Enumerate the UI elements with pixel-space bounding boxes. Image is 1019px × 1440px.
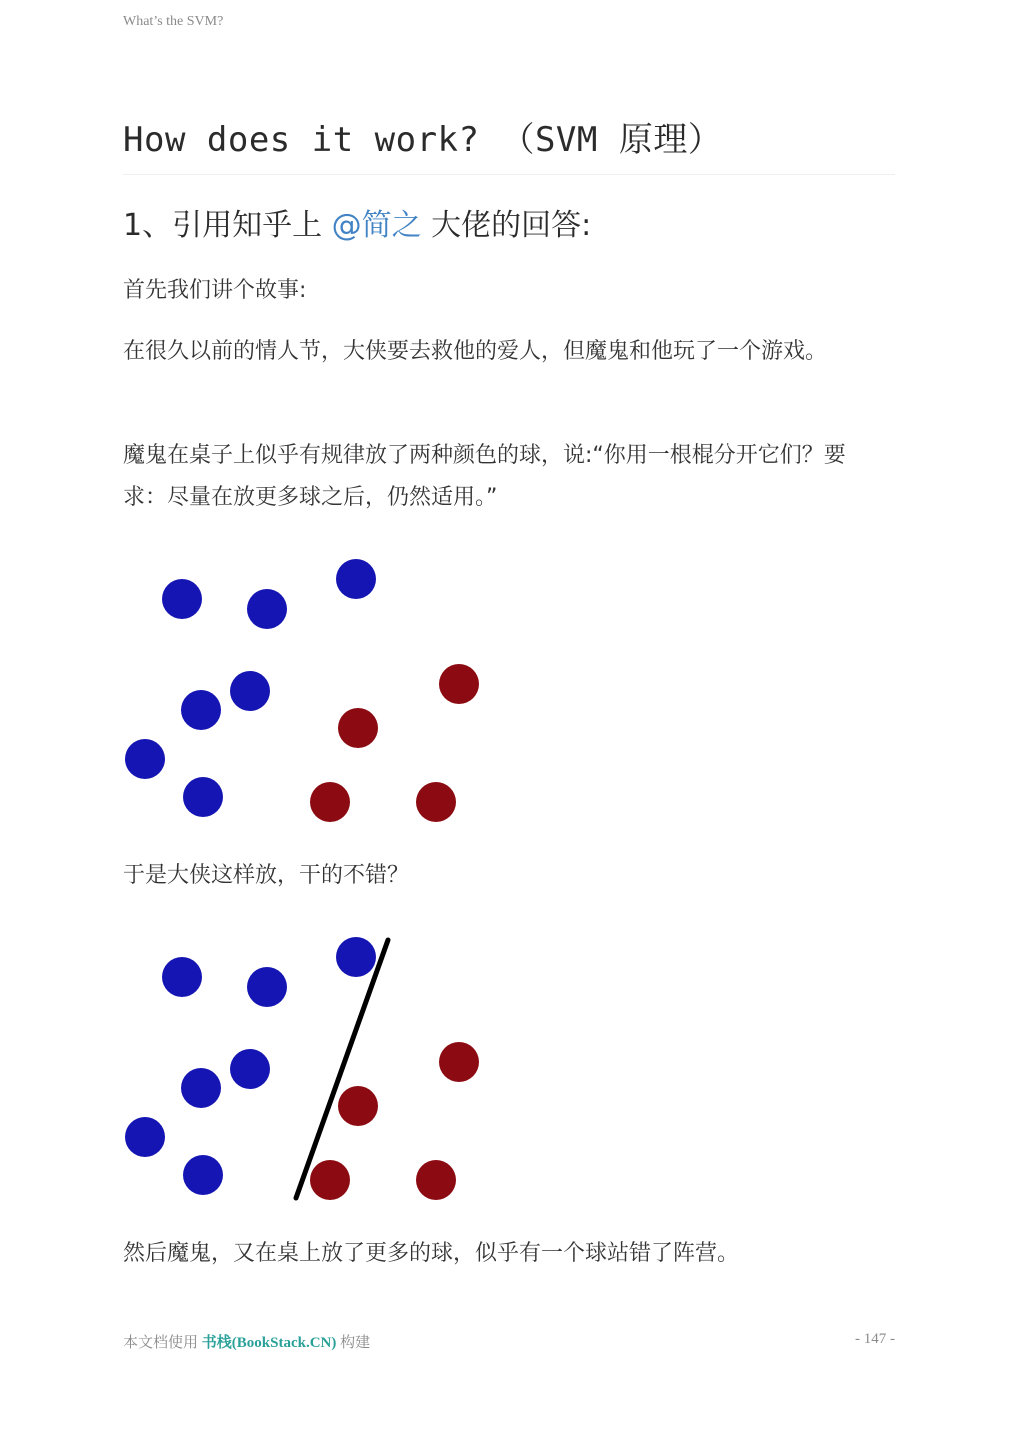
red-ball [310, 1160, 350, 1200]
blue-ball [181, 1068, 221, 1108]
red-balls [310, 1042, 479, 1200]
red-ball [416, 782, 456, 822]
blue-ball [247, 967, 287, 1007]
footer-credit-suffix: 构建 [336, 1335, 371, 1351]
blue-ball [230, 671, 270, 711]
balls-figure-2 [120, 930, 500, 1210]
blue-ball [230, 1049, 270, 1089]
paragraph-challenge: 魔鬼在桌子上似乎有规律放了两种颜色的球，说:“你用一根棍分开它们？要求：尽量在放更多球之后，仍然适用。” [123, 443, 846, 510]
red-ball [310, 782, 350, 822]
section-heading-suffix: 大佬的回答: [421, 208, 592, 243]
blue-ball [125, 1117, 165, 1157]
bookstack-link[interactable]: 书栈(BookStack.CN) [201, 1335, 337, 1351]
author-mention-link[interactable]: @简之 [331, 208, 422, 243]
blue-ball [162, 957, 202, 997]
blue-balls [125, 937, 376, 1195]
blue-ball [247, 589, 287, 629]
paragraph-story: 在很久以前的情人节，大侠要去救他的爱人，但魔鬼和他玩了一个游戏。 [123, 339, 828, 364]
section-heading-prefix: 1、引用知乎上 [123, 208, 332, 243]
blue-ball [183, 1155, 223, 1195]
title-divider [123, 174, 895, 175]
blue-ball [336, 559, 376, 599]
blue-ball [336, 937, 376, 977]
red-balls [310, 664, 479, 822]
blue-ball [162, 579, 202, 619]
separating-stick [296, 940, 388, 1198]
blue-ball [183, 777, 223, 817]
blue-balls [125, 559, 376, 817]
red-ball [416, 1160, 456, 1200]
footer-credit-prefix: 本文档使用 [123, 1335, 202, 1351]
running-header: What’s the SVM? [123, 14, 224, 29]
red-ball [338, 708, 378, 748]
blue-ball [125, 739, 165, 779]
page-number: - 147 - [855, 1331, 895, 1347]
paragraph-first-try: 于是大侠这样放，干的不错？ [123, 863, 410, 888]
section-heading [123, 200, 591, 252]
red-ball [439, 1042, 479, 1082]
footer-credit [123, 1331, 370, 1352]
paragraph-intro: 首先我们讲个故事: [123, 278, 307, 303]
page-title: How does it work? （SVM 原理） [123, 120, 723, 160]
red-ball [338, 1086, 378, 1126]
blue-ball [181, 690, 221, 730]
paragraph-more-balls: 然后魔鬼，又在桌上放了更多的球，似乎有一个球站错了阵营。 [123, 1241, 740, 1266]
red-ball [439, 664, 479, 704]
balls-figure-1 [120, 552, 500, 832]
